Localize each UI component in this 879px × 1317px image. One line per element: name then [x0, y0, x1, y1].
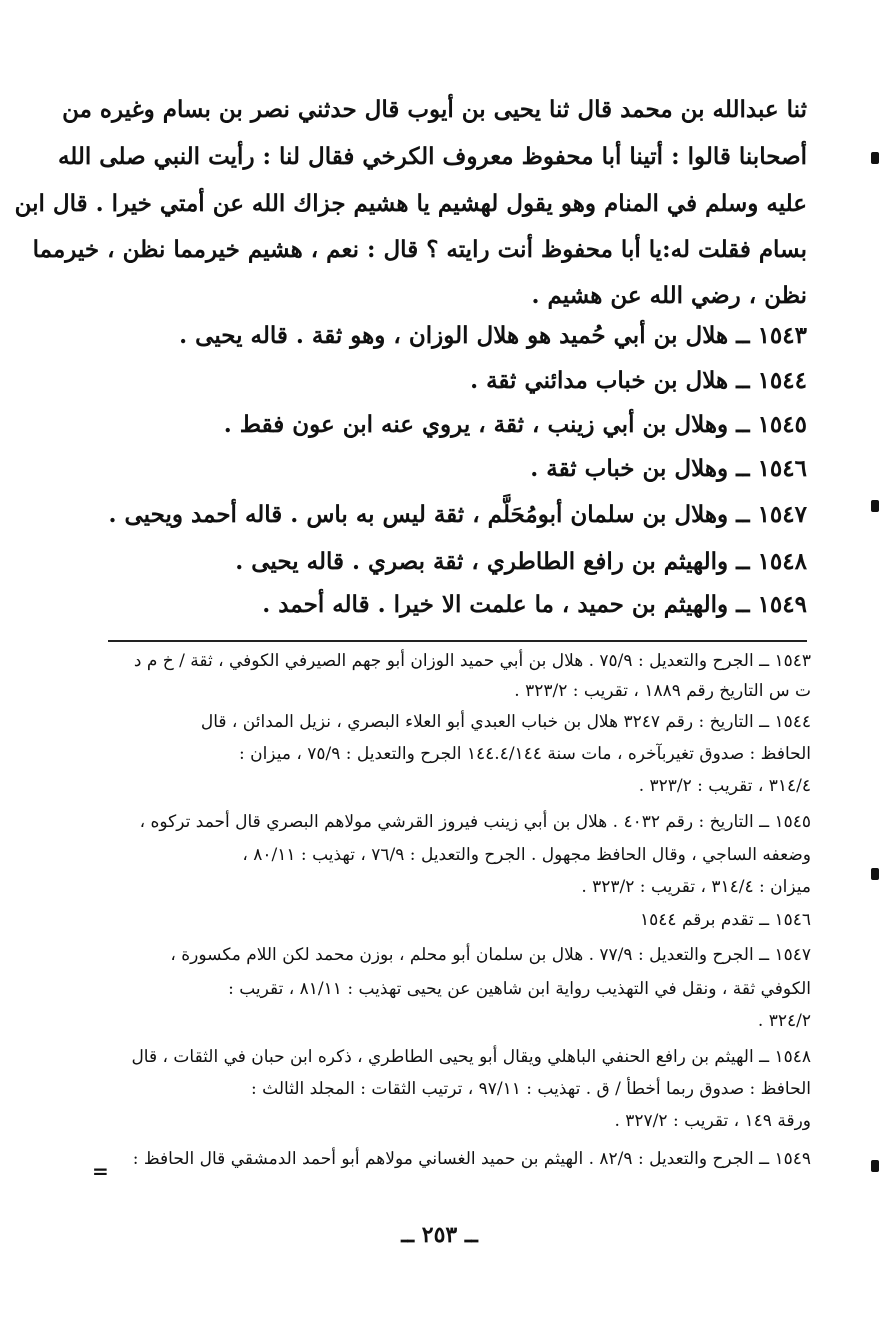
footnote-1545-line: وضعفه الساجي ، وقال الحافظ مجهول . الجرح والتعديل : ٧٦/٩ ، تهذيب : ٨٠/١١ ، [242, 845, 811, 865]
entry-1544: ١٥٤٤ ــ هلال بن خباب مدائني ثقة . [470, 367, 807, 394]
footnote-1548-line: ١٥٤٨ ــ الهيثم بن رافع الحنفي الباهلي ويقال أبو يحيى الطاطري ، ذكره ابن حبان في الثقات ، قال [131, 1047, 811, 1067]
scan-edge-mark [871, 500, 879, 512]
footnote-divider [108, 640, 807, 642]
footnote-1545-line: ميزان : ٣١٤/٤ ، تقريب : ٣٢٣/٢ . [581, 877, 811, 897]
entry-1546: ١٥٤٦ ــ وهلال بن خباب ثقة . [530, 455, 807, 482]
footnote-1544-line: الحافظ : صدوق تغيربآخره ، مات سنة ١٤٤.٤/١٤٤ الجرح والتعديل : ٧٥/٩ ، ميزان : [238, 744, 811, 764]
main-paragraph-line: نظن ، رضي الله عن هشيم . [531, 282, 807, 309]
entry-1547: ١٥٤٧ ــ وهلال بن سلمان أبومُحَلَّم ، ثقة ليس به باس . قاله أحمد ويحيى . [108, 501, 807, 528]
main-paragraph-line: ثنا عبدالله بن محمد قال ثنا يحيى بن أيوب قال حدثني نصر بن بسام وغيره من [62, 96, 807, 123]
footnote-1545-line: ١٥٤٥ ــ التاريخ : رقم ٤٠٣٢ . هلال بن أبي زينب فيروز القرشي مولاهم البصري قال أحمد تركوه ، [139, 812, 811, 832]
main-paragraph-line: عليه وسلم في المنام وهو يقول لهشيم يا هشيم جزاك الله عن أمتي خيرا . قال ابن [14, 190, 807, 217]
footnote-1547-line: ٣٢٤/٢ . [757, 1011, 811, 1031]
footnote-1546-line: ١٥٤٦ ــ تقدم برقم ١٥٤٤ [640, 910, 811, 930]
main-paragraph-line: بسام فقلت له:يا أبا محفوظ أنت رايته ؟ قال : نعم ، هشيم خيرمما نظن ، خيرمما [32, 236, 807, 263]
entry-1548: ١٥٤٨ ــ والهيثم بن رافع الطاطري ، ثقة بصري . قاله يحيى . [235, 548, 807, 575]
entry-1545: ١٥٤٥ ــ وهلال بن أبي زينب ، ثقة ، يروي عنه ابن عون فقط . [223, 411, 807, 438]
footnote-1549-line: ١٥٤٩ ــ الجرح والتعديل : ٨٢/٩ . الهيثم بن حميد الغساني مولاهم أبو أحمد الدمشقي قال الحافظ : [132, 1149, 811, 1169]
footnote-1544-line: ١٥٤٤ ــ التاريخ : رقم ٣٢٤٧ هلال بن خباب العبدي أبو العلاء البصري ، نزيل المدائن ، قال [200, 712, 811, 732]
scan-edge-mark [871, 1160, 879, 1172]
entry-1549: ١٥٤٩ ــ والهيثم بن حميد ، ما علمت الا خيرا . قاله أحمد . [262, 591, 807, 618]
entry-1543: ١٥٤٣ ــ هلال بن أبي حُميد هو هلال الوزان ، وهو ثقة . قاله يحيى . [179, 322, 807, 349]
footnote-1547-line: الكوفي ثقة ، ونقل في التهذيب رواية ابن شاهين عن يحيى تهذيب : ٨١/١١ ، تقريب : [228, 979, 811, 999]
footnote-1547-line: ١٥٤٧ ــ الجرح والتعديل : ٧٧/٩ . هلال بن سلمان أبو محلم ، بوزن محمد لكن اللام مكسورة ، [170, 945, 811, 965]
footnote-1543-line: ١٥٤٣ ــ الجرح والتعديل : ٧٥/٩ . هلال بن أبي حميد الوزان أبو جهم الصيرفي الكوفي ، ثقة / خ م د [133, 651, 811, 671]
footnote-1543-line: ت س التاريخ رقم ١٨٨٩ ، تقريب : ٣٢٣/٢ . [514, 681, 811, 701]
footnote-1548-line: الحافظ : صدوق ربما أخطأ / ق . تهذيب : ٩٧/١١ ، ترتيب الثقات : المجلد الثالث : [251, 1079, 811, 1099]
footnote-1544-line: ٣١٤/٤ ، تقريب : ٣٢٣/٢ . [638, 776, 811, 796]
footnote-1548-line: ورقة ١٤٩ ، تقريب : ٣٢٧/٢ . [614, 1111, 811, 1131]
page-number: ــ ٢٥٣ ــ [401, 1222, 478, 1248]
scan-edge-mark [871, 868, 879, 880]
continuation-mark: = [92, 1159, 109, 1183]
main-paragraph-line: أصحابنا قالوا : أتينا أبا محفوظ معروف الكرخي فقال لنا : رأيت النبي صلى الله [57, 143, 807, 170]
scan-edge-mark [871, 152, 879, 164]
